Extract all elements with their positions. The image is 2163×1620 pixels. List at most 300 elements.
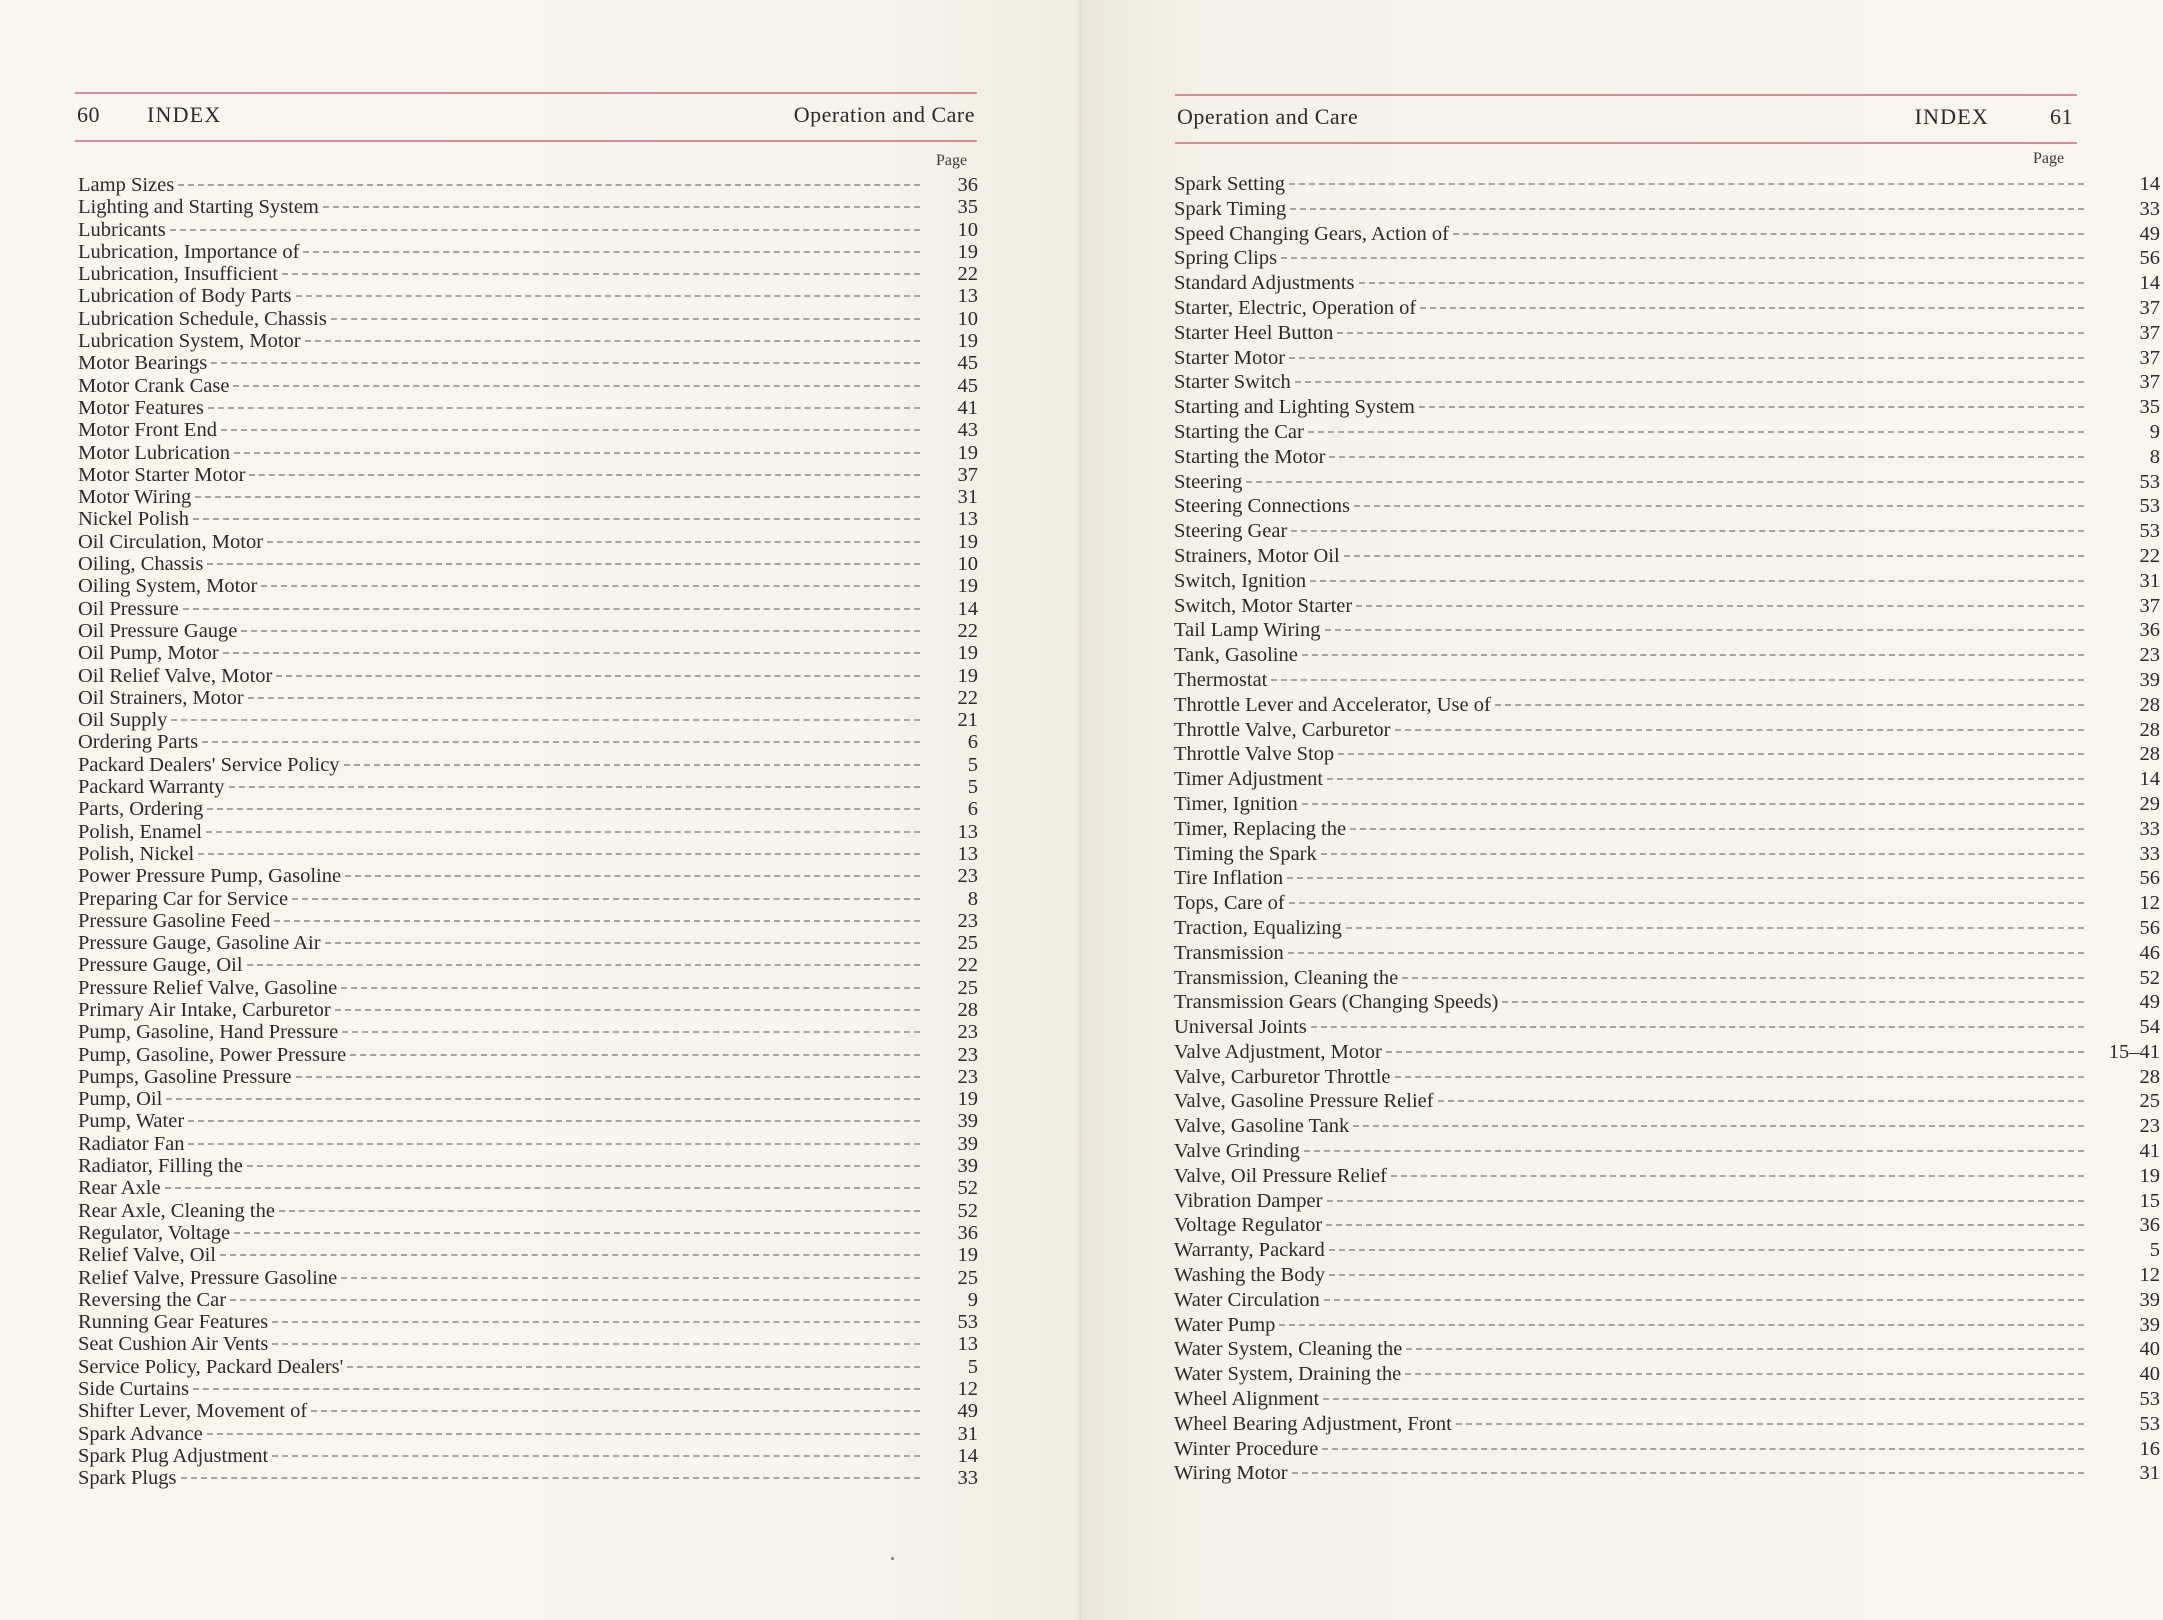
index-entry [1174, 395, 2160, 420]
index-entry-page: 23 [2139, 644, 2160, 667]
index-entry-page: 49 [957, 1400, 978, 1423]
index-entry-term: Service Policy, Packard Dealers' [78, 1355, 344, 1378]
index-entry-page: 13 [957, 820, 978, 843]
dot-leader [1344, 555, 2084, 557]
index-entry [1174, 1213, 2160, 1238]
dot-leader [234, 452, 920, 454]
index-entry-term: Nickel Polish [78, 508, 190, 531]
left-page-header [75, 92, 977, 142]
dot-leader [1291, 530, 2084, 532]
dot-leader [181, 1477, 920, 1479]
index-entry [1174, 544, 2160, 569]
index-entry-page: 5 [967, 1355, 978, 1378]
left-page-column-heading: Page [936, 152, 968, 169]
index-entry [1174, 966, 2160, 991]
index-entry-term: Traction, Equalizing [1174, 916, 1342, 939]
dot-leader [1453, 233, 2084, 235]
index-entry [1174, 718, 2160, 743]
index-entry [78, 1378, 978, 1400]
index-entry [1174, 1387, 2160, 1412]
dot-leader [1289, 357, 2084, 359]
index-entry-page: 28 [957, 998, 978, 1021]
index-entry [78, 1467, 978, 1489]
index-entry-term: Warranty, Packard [1174, 1239, 1325, 1262]
index-entry-page: 31 [2139, 569, 2160, 592]
index-entry-page: 14 [2139, 272, 2160, 295]
index-entry [78, 486, 978, 508]
dot-leader [1420, 307, 2084, 309]
index-entry-term: Pressure Gauge, Oil [78, 954, 243, 977]
dot-leader [303, 251, 920, 253]
dot-leader [193, 1388, 920, 1390]
dot-leader [1327, 778, 2084, 780]
index-entry-page: 5 [967, 776, 978, 799]
index-entry-term: Ordering Parts [78, 731, 199, 754]
dot-leader [211, 362, 920, 364]
index-entry [78, 575, 978, 597]
dot-leader [1338, 753, 2084, 755]
index-entry-term: Pump, Water [78, 1110, 185, 1133]
dot-leader [1311, 1026, 2084, 1028]
index-entry-term: Lubrication System, Motor [78, 330, 301, 353]
dot-leader [206, 831, 920, 833]
dot-leader [170, 229, 920, 231]
dot-leader [1310, 580, 2084, 582]
index-entry-term: Lubrication, Insufficient [78, 263, 279, 286]
dot-leader [1246, 481, 2084, 483]
index-entry [78, 798, 978, 820]
index-entry-page: 19 [957, 642, 978, 665]
index-entry-term: Seat Cushion Air Vents [78, 1333, 269, 1356]
index-entry [78, 375, 978, 397]
index-entry [78, 263, 978, 285]
index-entry-term: Motor Wiring [78, 486, 192, 509]
index-entry [1174, 1412, 2160, 1437]
index-entry-page: 9 [967, 1288, 978, 1311]
dot-leader [1406, 1348, 2084, 1350]
index-entry-page: 41 [957, 396, 978, 419]
index-entry [1174, 494, 2160, 519]
index-entry [1174, 1139, 2160, 1164]
right-page-column-heading: Page [2033, 150, 2065, 167]
index-entry-page: 25 [957, 1266, 978, 1289]
dot-leader [248, 697, 920, 699]
index-entry-term: Oil Pressure Gauge [78, 619, 238, 642]
index-entry-page: 37 [2139, 346, 2160, 369]
index-entry [78, 1423, 978, 1445]
index-entry-term: Lubricants [78, 218, 166, 241]
index-entry [1174, 296, 2160, 321]
index-entry [1174, 1065, 2160, 1090]
index-entry-term: Motor Lubrication [78, 441, 231, 464]
index-entry-term: Preparing Car for Service [78, 887, 289, 910]
index-entry-page: 23 [2139, 1115, 2160, 1138]
index-entry [1174, 569, 2160, 594]
index-entry-page: 23 [957, 1021, 978, 1044]
index-entry-page: 46 [2139, 941, 2160, 964]
index-entry-term: Oiling System, Motor [78, 575, 258, 598]
index-entry [78, 1044, 978, 1066]
dot-leader [276, 675, 920, 677]
index-entry-term: Steering Gear [1174, 520, 1288, 543]
index-entry [1174, 246, 2160, 271]
index-entry-page: 56 [2139, 916, 2160, 939]
index-entry-page: 19 [957, 664, 978, 687]
index-entry-term: Timing the Spark [1174, 842, 1317, 865]
index-entry [78, 620, 978, 642]
index-entry-term: Lubrication of Body Parts [78, 285, 292, 308]
dot-leader [311, 1410, 920, 1412]
index-entry-term: Switch, Ignition [1174, 569, 1307, 592]
index-entry-page: 52 [957, 1177, 978, 1200]
index-entry [1174, 1437, 2160, 1462]
index-entry-page: 28 [2139, 1065, 2160, 1088]
index-entry-term: Reversing the Car [78, 1288, 227, 1311]
paper-speck [891, 1557, 894, 1560]
index-entry-page: 40 [2139, 1363, 2160, 1386]
index-entry-page: 37 [2139, 371, 2160, 394]
index-entry [78, 1311, 978, 1333]
dot-leader [1354, 505, 2084, 507]
index-entry [78, 419, 978, 441]
index-entry [78, 1177, 978, 1199]
dot-leader [229, 786, 920, 788]
index-entry [78, 1155, 978, 1177]
index-entry-page: 23 [957, 1065, 978, 1088]
dot-leader [341, 987, 920, 989]
index-entry-term: Throttle Lever and Accelerator, Use of [1174, 693, 1491, 716]
dot-leader [207, 563, 920, 565]
index-entry-term: Timer, Ignition [1174, 792, 1298, 815]
index-entry [78, 1244, 978, 1266]
index-entry-page: 14 [957, 597, 978, 620]
index-entry [1174, 1189, 2160, 1214]
dot-leader [208, 407, 920, 409]
index-entry [1174, 941, 2160, 966]
index-entry [78, 843, 978, 865]
dot-leader [1419, 406, 2084, 408]
dot-leader [1346, 927, 2084, 929]
index-entry [78, 508, 978, 530]
index-entry [1174, 618, 2160, 643]
index-entry-term: Power Pressure Pump, Gasoline [78, 865, 342, 888]
index-entry-page: 37 [2139, 321, 2160, 344]
dot-leader [1405, 1373, 2084, 1375]
dot-leader [207, 808, 920, 810]
index-entry-page: 28 [2139, 743, 2160, 766]
dot-leader [247, 1165, 920, 1167]
index-entry-term: Valve, Oil Pressure Relief [1174, 1164, 1387, 1187]
dot-leader [1356, 605, 2084, 607]
index-entry-page: 28 [2139, 718, 2160, 741]
dot-leader [207, 1433, 920, 1435]
index-entry [1174, 271, 2160, 296]
index-entry-term: Relief Valve, Pressure Gasoline [78, 1266, 338, 1289]
dot-leader [223, 652, 920, 654]
index-entry-term: Valve Adjustment, Motor [1174, 1040, 1382, 1063]
right-page-title: INDEX [1914, 104, 1989, 129]
index-entry [78, 330, 978, 352]
index-entry [78, 888, 978, 910]
index-entry-page: 23 [957, 865, 978, 888]
dot-leader [1326, 1224, 2084, 1226]
dot-leader [347, 1366, 920, 1368]
index-entry-page: 31 [2139, 1462, 2160, 1485]
index-entry [1174, 445, 2160, 470]
index-entry-page: 36 [2139, 619, 2160, 642]
index-entry [1174, 1015, 2160, 1040]
dot-leader [234, 1232, 920, 1234]
index-entry [78, 1088, 978, 1110]
index-entry [78, 821, 978, 843]
index-entry [78, 1021, 978, 1043]
index-entry [78, 1356, 978, 1378]
index-entry [1174, 197, 2160, 222]
index-entry-page: 39 [957, 1132, 978, 1155]
index-entry-term: Pump, Gasoline, Hand Pressure [78, 1021, 339, 1044]
dot-leader [1271, 679, 2084, 681]
index-entry-page: 22 [957, 686, 978, 709]
index-entry-page: 23 [957, 1043, 978, 1066]
index-entry-term: Pressure Gasoline Feed [78, 909, 271, 932]
index-entry [78, 1133, 978, 1155]
index-entry-term: Oiling, Chassis [78, 553, 204, 576]
dot-leader [241, 630, 920, 632]
index-entry-page: 13 [957, 285, 978, 308]
index-entry-term: Wheel Bearing Adjustment, Front [1174, 1412, 1452, 1435]
dot-leader [350, 1054, 920, 1056]
index-entry [78, 1289, 978, 1311]
dot-leader [296, 295, 920, 297]
index-entry [78, 665, 978, 687]
index-entry-term: Rear Axle [78, 1177, 161, 1200]
index-entry-page: 23 [957, 909, 978, 932]
dot-leader [1322, 1448, 2084, 1450]
index-entry-page: 39 [2139, 1313, 2160, 1336]
index-entry-page: 33 [2139, 197, 2160, 220]
index-entry-page: 36 [957, 1221, 978, 1244]
index-entry-term: Timer, Replacing the [1174, 817, 1347, 840]
dot-leader [267, 541, 920, 543]
index-entry-term: Valve, Gasoline Pressure Relief [1174, 1090, 1434, 1113]
index-entry [78, 531, 978, 553]
index-entry-term: Universal Joints [1174, 1016, 1307, 1039]
index-entry [1174, 346, 2160, 371]
index-entry-term: Regulator, Voltage [78, 1221, 231, 1244]
index-entry [78, 397, 978, 419]
dot-leader [1308, 431, 2084, 433]
index-entry [1174, 742, 2160, 767]
dot-leader [183, 608, 920, 610]
index-entry [78, 731, 978, 753]
index-entry-term: Running Gear Features [78, 1311, 269, 1334]
left-page-title: INDEX [147, 102, 222, 127]
index-entry-term: Spark Setting [1174, 173, 1286, 195]
index-entry-page: 14 [2139, 768, 2160, 791]
dot-leader [345, 875, 920, 877]
index-entry-term: Polish, Nickel [78, 842, 195, 865]
dot-leader [1327, 1200, 2085, 1202]
index-entry [78, 977, 978, 999]
dot-leader [1456, 1423, 2084, 1425]
index-entry [78, 1222, 978, 1244]
index-entry-page: 13 [957, 508, 978, 531]
dot-leader [342, 1031, 920, 1033]
index-entry-page: 33 [2139, 817, 2160, 840]
index-entry-term: Tops, Care of [1174, 892, 1285, 915]
index-entry-page: 5 [967, 753, 978, 776]
dot-leader [1359, 282, 2084, 284]
index-entry-term: Starter Motor [1174, 346, 1286, 369]
index-entry-page: 21 [957, 709, 978, 732]
index-entry [78, 709, 978, 731]
dot-leader [274, 920, 920, 922]
index-entry [78, 464, 978, 486]
index-entry-page: 16 [2139, 1437, 2160, 1460]
index-entry-page: 53 [957, 1311, 978, 1334]
index-entry [78, 1400, 978, 1422]
index-entry-term: Standard Adjustments [1174, 272, 1355, 295]
dot-leader [1290, 208, 2084, 210]
index-entry-term: Packard Warranty [78, 776, 225, 799]
dot-leader [1350, 828, 2084, 830]
index-entry-page: 28 [2139, 693, 2160, 716]
index-entry-term: Motor Bearings [78, 352, 208, 375]
index-entry-page: 37 [2139, 296, 2160, 319]
index-entry-term: Starting the Car [1174, 420, 1304, 443]
index-entry-page: 35 [2139, 396, 2160, 419]
index-entry-page: 22 [957, 263, 978, 286]
dot-leader [178, 184, 920, 186]
index-entry-term: Strainers, Motor Oil [1174, 544, 1340, 567]
index-entry-term: Lubrication, Importance of [78, 240, 300, 263]
index-entry [78, 1066, 978, 1088]
index-entry-term: Parts, Ordering [78, 798, 204, 821]
index-entry-page: 39 [2139, 1288, 2160, 1311]
index-entry-term: Starter Switch [1174, 371, 1291, 394]
index-entry [78, 865, 978, 887]
index-entry [1174, 594, 2160, 619]
index-entry-term: Oil Circulation, Motor [78, 530, 264, 553]
index-entry-page: 29 [2139, 792, 2160, 815]
dot-leader [1325, 629, 2084, 631]
index-entry-page: 12 [2139, 1264, 2160, 1287]
index-entry [1174, 1164, 2160, 1189]
dot-leader [344, 764, 920, 766]
dot-leader [1304, 1150, 2084, 1152]
index-entry [78, 642, 978, 664]
dot-leader [1337, 332, 2084, 334]
index-entry-term: Oil Strainers, Motor [78, 686, 244, 709]
index-entry-term: Motor Features [78, 396, 204, 419]
index-entry-page: 53 [2139, 1388, 2160, 1411]
index-entry-page: 45 [957, 352, 978, 375]
index-entry-term: Pressure Gauge, Gasoline Air [78, 932, 321, 955]
index-entry-term: Wiring Motor [1174, 1462, 1288, 1485]
dot-leader [1502, 1001, 2084, 1003]
dot-leader [323, 206, 920, 208]
index-entry-term: Starting and Lighting System [1174, 396, 1415, 419]
dot-leader [1353, 1125, 2084, 1127]
dot-leader [221, 429, 920, 431]
dot-leader [296, 1076, 920, 1078]
index-entry-term: Valve, Gasoline Tank [1174, 1115, 1350, 1138]
index-entry [1174, 1461, 2160, 1486]
index-entry-page: 35 [957, 196, 978, 219]
index-entry-page: 53 [2139, 1412, 2160, 1435]
index-entry-term: Shifter Lever, Movement of [78, 1400, 308, 1423]
index-entry [1174, 519, 2160, 544]
index-entry-term: Water Pump [1174, 1313, 1276, 1336]
dot-leader [1329, 456, 2084, 458]
left-page-number: 60 [77, 102, 100, 127]
dot-leader [1395, 729, 2084, 731]
index-entry [1174, 643, 2160, 668]
index-entry-page: 15–41 [2108, 1040, 2160, 1063]
dot-leader [1292, 1472, 2084, 1474]
index-entry-term: Lamp Sizes [78, 174, 175, 196]
index-entry [78, 285, 978, 307]
index-entry [1174, 792, 2160, 817]
index-entry-page: 10 [957, 218, 978, 241]
dot-leader [202, 741, 920, 743]
index-entry [1174, 990, 2160, 1015]
dot-leader [1438, 1100, 2084, 1102]
index-entry-page: 54 [2139, 1016, 2160, 1039]
index-entry [1174, 1040, 2160, 1065]
index-entry [1174, 420, 2160, 445]
index-entry [78, 954, 978, 976]
index-entry-page: 22 [957, 954, 978, 977]
dot-leader [230, 1299, 920, 1301]
index-entry [78, 776, 978, 798]
index-entry-page: 14 [957, 1444, 978, 1467]
index-entry-term: Wheel Alignment [1174, 1388, 1320, 1411]
dot-leader [1295, 381, 2084, 383]
index-entry-term: Tail Lamp Wiring [1174, 619, 1321, 642]
dot-leader [325, 942, 920, 944]
index-entry-page: 25 [2139, 1090, 2160, 1113]
right-page [1082, 0, 2163, 1620]
index-entry [1174, 842, 2160, 867]
index-entry-term: Lighting and Starting System [78, 196, 319, 219]
index-entry [1174, 321, 2160, 346]
index-entry-term: Packard Dealers' Service Policy [78, 753, 340, 776]
index-entry-page: 22 [2139, 544, 2160, 567]
index-entry [1174, 1263, 2160, 1288]
dot-leader [305, 340, 920, 342]
dot-leader [279, 1210, 920, 1212]
index-entry-term: Spark Plug Adjustment [78, 1444, 269, 1467]
index-entry-page: 15 [2139, 1189, 2160, 1212]
index-entry-page: 14 [2139, 173, 2160, 195]
index-entry-page: 19 [957, 530, 978, 553]
index-entry-term: Water Circulation [1174, 1288, 1320, 1311]
dot-leader [165, 1187, 920, 1189]
index-entry-page: 13 [957, 842, 978, 865]
index-entry [1174, 1089, 2160, 1114]
dot-leader [1302, 654, 2084, 656]
dot-leader [292, 898, 920, 900]
index-entry-page: 12 [2139, 892, 2160, 915]
dot-leader [1281, 257, 2084, 259]
index-entry-term: Thermostat [1174, 668, 1268, 691]
dot-leader [247, 964, 920, 966]
index-entry [78, 932, 978, 954]
right-index-list [1174, 172, 2160, 1486]
index-entry-page: 36 [2139, 1214, 2160, 1237]
index-entry [1174, 470, 2160, 495]
